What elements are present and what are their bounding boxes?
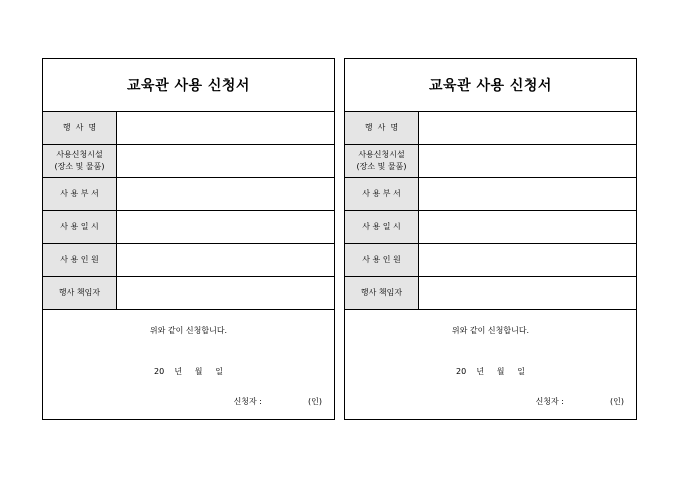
datetime-field[interactable] [419, 211, 636, 243]
date-line: 20 년 월 일 [154, 367, 223, 376]
applicant-signature [536, 396, 624, 407]
form-footer [345, 310, 636, 420]
manager-field[interactable] [117, 277, 334, 309]
row-label: 행사 책임자 [43, 277, 117, 309]
row-label: 사 용 일 시 [43, 211, 117, 243]
row-label: 사 용 부 서 [345, 178, 419, 210]
declaration-text: 위와 같이 신청합니다. [451, 326, 530, 335]
row-manager [43, 277, 334, 310]
row-label: 행 사 명 [345, 112, 419, 144]
applicant-label: 신청자 : [535, 397, 565, 406]
row-datetime [43, 211, 334, 244]
row-label: 사 용 부 서 [43, 178, 117, 210]
application-form-left [42, 58, 335, 420]
row-headcount [43, 244, 334, 277]
row-headcount [345, 244, 636, 277]
row-facility [43, 145, 334, 178]
row-label: 사 용 인 원 [43, 244, 117, 276]
row-label: 사용신청시설 (장소 및 물품) [345, 145, 419, 177]
row-label: 사 용 일 시 [345, 211, 419, 243]
seal-mark: (인) [308, 397, 322, 406]
row-label: 행사 책임자 [345, 277, 419, 309]
applicant-label: 신청자 : [233, 397, 263, 406]
row-manager [345, 277, 636, 310]
facility-field[interactable] [117, 145, 334, 177]
row-department [345, 178, 636, 211]
department-field[interactable] [117, 178, 334, 210]
form-title: 교육관 사용 신청서 [43, 59, 334, 112]
event-name-field[interactable] [117, 112, 334, 144]
row-datetime [345, 211, 636, 244]
row-label: 행 사 명 [43, 112, 117, 144]
form-title: 교육관 사용 신청서 [345, 59, 636, 112]
date-line: 20 년 월 일 [456, 367, 525, 376]
facility-field[interactable] [419, 145, 636, 177]
row-department [43, 178, 334, 211]
form-footer [43, 310, 334, 420]
seal-mark: (인) [610, 397, 624, 406]
event-name-field[interactable] [419, 112, 636, 144]
application-form-right [344, 58, 637, 420]
row-facility [345, 145, 636, 178]
row-event-name [345, 112, 636, 145]
row-event-name [43, 112, 334, 145]
headcount-field[interactable] [117, 244, 334, 276]
department-field[interactable] [419, 178, 636, 210]
row-label: 사 용 인 원 [345, 244, 419, 276]
declaration-text: 위와 같이 신청합니다. [149, 326, 228, 335]
headcount-field[interactable] [419, 244, 636, 276]
applicant-signature [234, 396, 322, 407]
manager-field[interactable] [419, 277, 636, 309]
datetime-field[interactable] [117, 211, 334, 243]
row-label: 사용신청시설 (장소 및 물품) [43, 145, 117, 177]
